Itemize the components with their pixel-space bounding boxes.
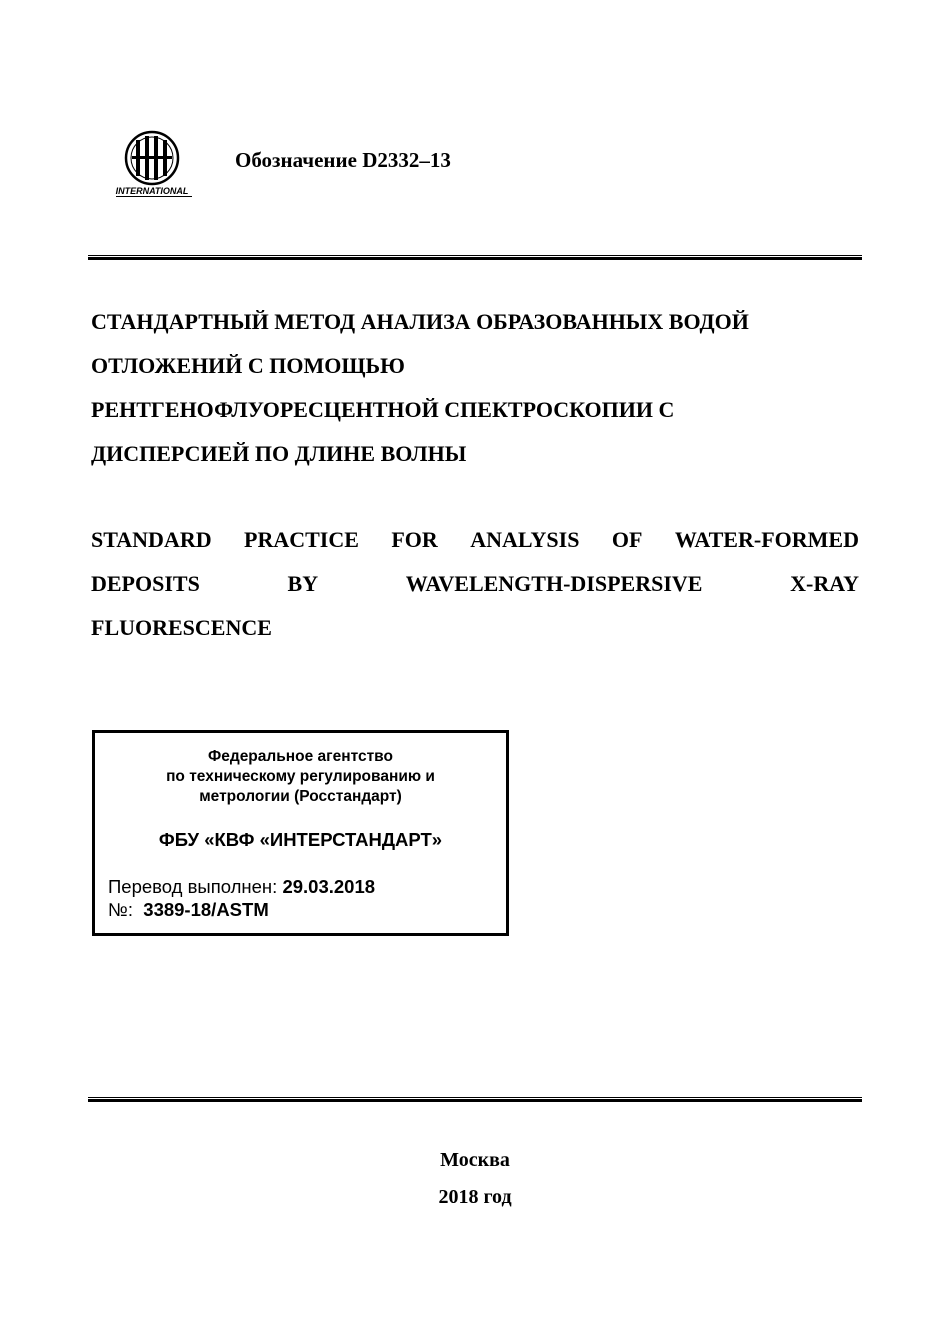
title-en-word: OF — [611, 527, 643, 552]
title-ru-line: ДИСПЕРСИЕЙ ПО ДЛИНЕ ВОЛНЫ — [91, 441, 467, 466]
organization-name: ФБУ «КВФ «ИНТЕРСТАНДАРТ» — [158, 829, 443, 850]
translation-info — [108, 875, 375, 921]
title-en-word: ANALYSIS — [470, 527, 580, 552]
title-en-word: FOR — [391, 527, 438, 552]
translated-label: Перевод выполнен: — [108, 876, 278, 897]
title-en-line — [91, 518, 859, 562]
number-label: №: — [108, 899, 133, 920]
top-divider — [88, 255, 862, 260]
translation-stamp — [92, 730, 509, 936]
city: Москва — [440, 1149, 510, 1171]
title-ru-line: ОТЛОЖЕНИЙ С ПОМОЩЬЮ — [91, 353, 405, 378]
title-en-line: FLUORESCENCE — [91, 615, 272, 640]
year: 2018 год — [438, 1186, 512, 1208]
number-value: 3389-18/ASTM — [143, 899, 269, 920]
agency-name — [95, 747, 506, 807]
title-en-word: DEPOSITS — [91, 571, 200, 596]
agency-line: Федеральное агентство — [208, 748, 393, 765]
title-russian — [91, 300, 861, 476]
title-english — [91, 518, 859, 650]
title-ru-line: СТАНДАРТНЫЙ МЕТОД АНАЛИЗА ОБРАЗОВАННЫХ ВОДОЙ — [91, 309, 749, 334]
title-en-line — [91, 562, 859, 606]
title-en-word: PRACTICE — [244, 527, 359, 552]
title-en-word: WATER-FORMED — [674, 527, 859, 552]
title-en-word: WAVELENGTH-DISPERSIVE — [405, 571, 703, 596]
title-en-word: STANDARD — [91, 527, 212, 552]
astm-logo — [112, 128, 200, 200]
title-en-word: X-RAY — [790, 571, 859, 596]
title-en-word: BY — [287, 571, 319, 596]
designation: Обозначение D2332–13 — [235, 148, 451, 172]
agency-line: метрологии (Росстандарт) — [199, 788, 402, 805]
bottom-divider — [88, 1097, 862, 1102]
agency-line: по техническому регулированию и — [166, 768, 435, 785]
title-ru-line: РЕНТГЕНОФЛУОРЕСЦЕНТНОЙ СПЕКТРОСКОПИИ С — [91, 397, 675, 422]
translated-date: 29.03.2018 — [282, 876, 376, 897]
logo-subtext: INTERNATIONAL — [115, 186, 189, 196]
